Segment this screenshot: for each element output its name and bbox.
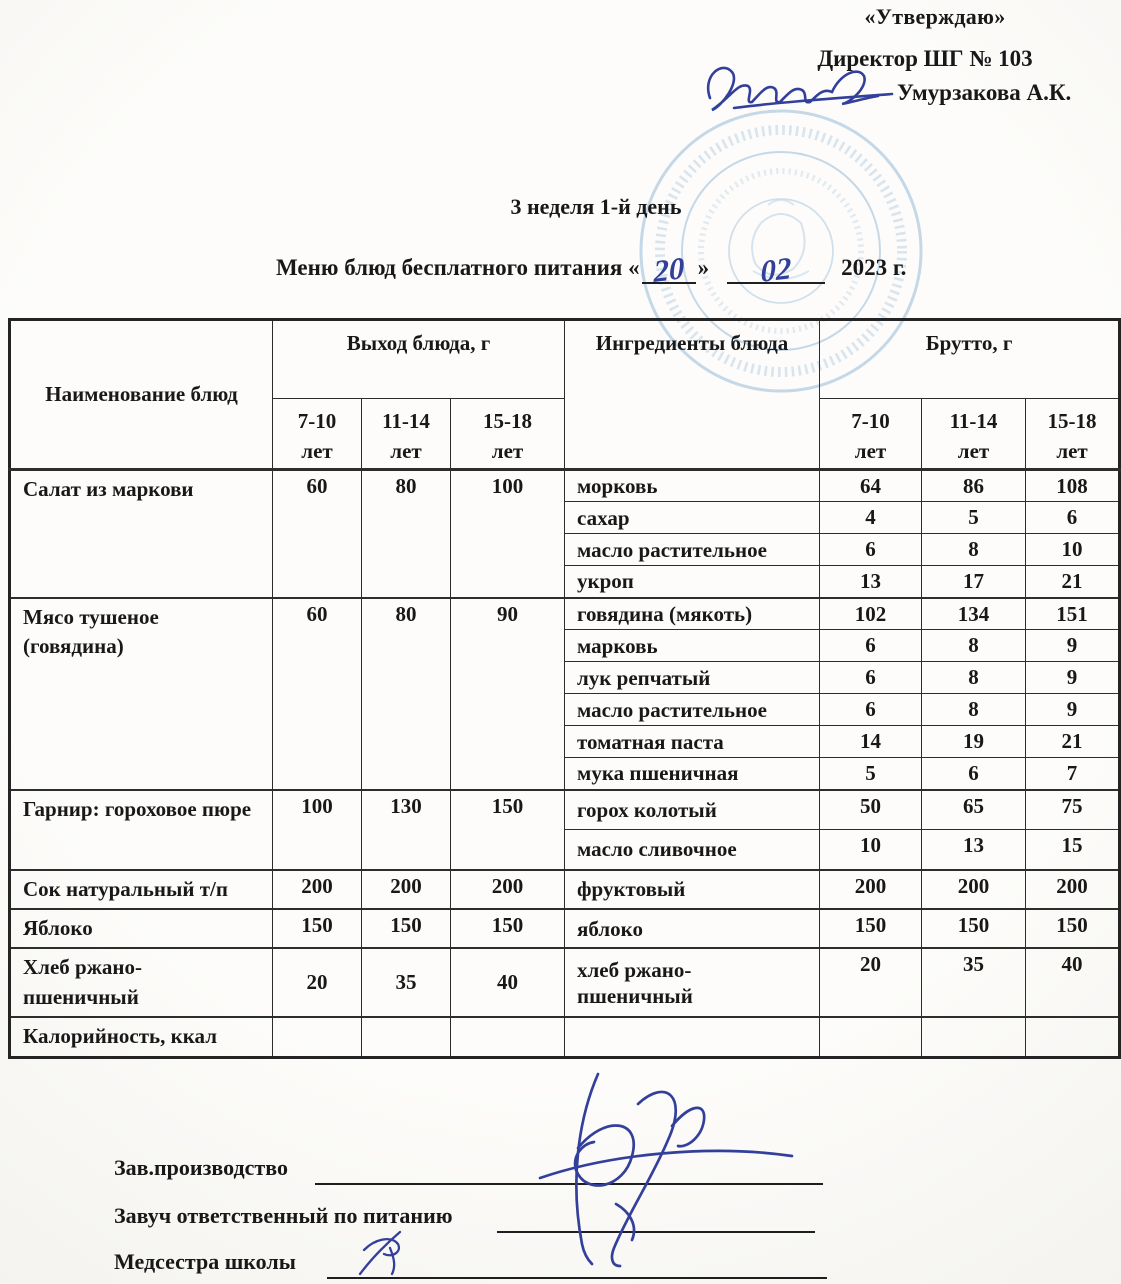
- output-value: 60: [273, 469, 362, 597]
- brutto-value: 200: [820, 870, 922, 909]
- brutto-value: 21: [1026, 726, 1120, 758]
- brutto-value: 6: [820, 694, 922, 726]
- output-value: 200: [451, 870, 565, 909]
- date-month-blank: [727, 246, 825, 289]
- handwritten-day: 20: [652, 250, 685, 289]
- signature-line-production-manager: [315, 1183, 823, 1185]
- brutto-value: 20: [820, 948, 922, 1017]
- brutto-value: 150: [922, 909, 1026, 948]
- dish-name-cell: Салат из маркови: [10, 469, 273, 597]
- header-ingredients-column: Ингредиенты блюда: [565, 320, 820, 470]
- output-value: 150: [362, 909, 451, 948]
- signature-line-nutrition-deputy: [497, 1231, 815, 1233]
- dish-name-cell: Мясо тушеное (говядина): [10, 598, 273, 790]
- brutto-value: 14: [820, 726, 922, 758]
- handwritten-month: 02: [760, 250, 792, 289]
- output-value: 40: [451, 948, 565, 1017]
- brutto-value: 64: [820, 469, 922, 501]
- brutto-value: 86: [922, 469, 1026, 501]
- dish-name-cell: Гарнир: гороховое пюре: [10, 790, 273, 870]
- brutto-value: 6: [820, 534, 922, 566]
- brutto-value: 15: [1026, 830, 1120, 870]
- brutto-value: 134: [922, 598, 1026, 630]
- output-value: 80: [362, 598, 451, 790]
- brutto-value: 9: [1026, 694, 1120, 726]
- brutto-value: 5: [820, 758, 922, 790]
- brutto-value: 102: [820, 598, 922, 630]
- brutto-value: 17: [922, 566, 1026, 598]
- brutto-value: 8: [922, 630, 1026, 662]
- ingredient-name-cell: хлеб ржано-пшеничный: [565, 948, 820, 1017]
- director-name: Умурзакова А.К.: [897, 80, 1072, 105]
- ingredient-name-cell: масло сливочное: [565, 830, 820, 870]
- output-value: 150: [451, 909, 565, 948]
- output-value: 200: [273, 870, 362, 909]
- dish-name-cell: Калорийность, ккал: [10, 1017, 273, 1057]
- output-value: 130: [362, 790, 451, 870]
- header-dish-column: Наименование блюд: [10, 320, 273, 470]
- approval-label: «Утверждаю»: [864, 4, 1006, 29]
- quote-close: »: [697, 255, 710, 280]
- header-brutto-group: Брутто, г: [820, 320, 1120, 399]
- ingredient-name-cell: фруктовый: [565, 870, 820, 909]
- year-label: 2023 г.: [841, 255, 907, 280]
- output-value: 90: [451, 598, 565, 790]
- brutto-value: 8: [922, 694, 1026, 726]
- brutto-value: 6: [820, 662, 922, 694]
- ingredient-name-cell: томатная паста: [565, 726, 820, 758]
- output-value: [273, 1017, 362, 1057]
- brutto-value: 200: [1026, 870, 1120, 909]
- ingredient-name-cell: говядина (мякоть): [565, 598, 820, 630]
- output-value: 100: [273, 790, 362, 870]
- brutto-value: 6: [820, 630, 922, 662]
- brutto-value: 200: [922, 870, 1026, 909]
- header-age-15-18: 15-18 лет: [451, 399, 565, 470]
- dish-name-cell: Сок натуральный т/п: [10, 870, 273, 909]
- brutto-value: 65: [922, 790, 1026, 830]
- ingredient-name-cell: [565, 1017, 820, 1057]
- brutto-value: 7: [1026, 758, 1120, 790]
- output-value: 35: [362, 948, 451, 1017]
- output-value: 100: [451, 469, 565, 597]
- header-age-11-14: 11-14 лет: [362, 399, 451, 470]
- director-title: Директор ШГ № 103: [817, 46, 1033, 71]
- output-value: 60: [273, 598, 362, 790]
- ingredient-name-cell: морковь: [565, 469, 820, 501]
- label-school-nurse: Медсестра школы: [114, 1249, 296, 1274]
- brutto-value: 35: [922, 948, 1026, 1017]
- ingredient-name-cell: масло растительное: [565, 534, 820, 566]
- brutto-value: [820, 1017, 922, 1057]
- ingredient-name-cell: сахар: [565, 502, 820, 534]
- week-day-title: 3 неделя 1-й день: [510, 194, 682, 219]
- brutto-value: 10: [1026, 534, 1120, 566]
- brutto-value: 13: [922, 830, 1026, 870]
- output-value: 150: [451, 790, 565, 870]
- brutto-value: 50: [820, 790, 922, 830]
- output-value: [362, 1017, 451, 1057]
- date-day-blank: [642, 246, 696, 289]
- output-value: 80: [362, 469, 451, 597]
- output-value: [451, 1017, 565, 1057]
- ingredient-name-cell: укроп: [565, 566, 820, 598]
- brutto-value: 13: [820, 566, 922, 598]
- brutto-value: 19: [922, 726, 1026, 758]
- brutto-value: 9: [1026, 630, 1120, 662]
- production-manager-signature: [520, 1062, 810, 1277]
- output-value: 150: [273, 909, 362, 948]
- menu-title-prefix: Меню блюд бесплатного питания «: [276, 255, 640, 280]
- output-value: 20: [273, 948, 362, 1017]
- header-age-7-10: 7-10 лет: [820, 399, 922, 470]
- header-age-15-18: 15-18 лет: [1026, 399, 1120, 470]
- brutto-value: 4: [820, 502, 922, 534]
- brutto-value: 6: [1026, 502, 1120, 534]
- brutto-value: 10: [820, 830, 922, 870]
- ingredient-name-cell: марковь: [565, 630, 820, 662]
- brutto-value: 150: [1026, 909, 1120, 948]
- header-output-group: Выход блюда, г: [273, 320, 565, 399]
- ingredient-name-cell: масло растительное: [565, 694, 820, 726]
- label-nutrition-deputy: Завуч ответственный по питанию: [114, 1203, 453, 1228]
- brutto-value: 6: [922, 758, 1026, 790]
- dish-name-cell: Яблоко: [10, 909, 273, 948]
- header-age-11-14: 11-14 лет: [922, 399, 1026, 470]
- brutto-value: 75: [1026, 790, 1120, 830]
- brutto-value: 40: [1026, 948, 1120, 1017]
- dish-name-cell: Хлеб ржано-пшеничный: [10, 948, 273, 1017]
- ingredient-name-cell: яблоко: [565, 909, 820, 948]
- ingredient-name-cell: мука пшеничная: [565, 758, 820, 790]
- brutto-value: 21: [1026, 566, 1120, 598]
- header-age-7-10: 7-10 лет: [273, 399, 362, 470]
- ingredient-name-cell: горох колотый: [565, 790, 820, 830]
- brutto-value: 9: [1026, 662, 1120, 694]
- brutto-value: 5: [922, 502, 1026, 534]
- nurse-signature: [346, 1226, 421, 1278]
- menu-title-line: [276, 242, 907, 289]
- brutto-value: 150: [820, 909, 922, 948]
- brutto-value: 108: [1026, 469, 1120, 501]
- brutto-value: [1026, 1017, 1120, 1057]
- ingredient-name-cell: лук репчатый: [565, 662, 820, 694]
- menu-table: [8, 318, 1121, 1059]
- signature-line-school-nurse: [327, 1277, 827, 1279]
- brutto-value: 8: [922, 534, 1026, 566]
- brutto-value: 151: [1026, 598, 1120, 630]
- label-production-manager: Зав.производство: [114, 1155, 288, 1180]
- brutto-value: 8: [922, 662, 1026, 694]
- output-value: 200: [362, 870, 451, 909]
- brutto-value: [922, 1017, 1026, 1057]
